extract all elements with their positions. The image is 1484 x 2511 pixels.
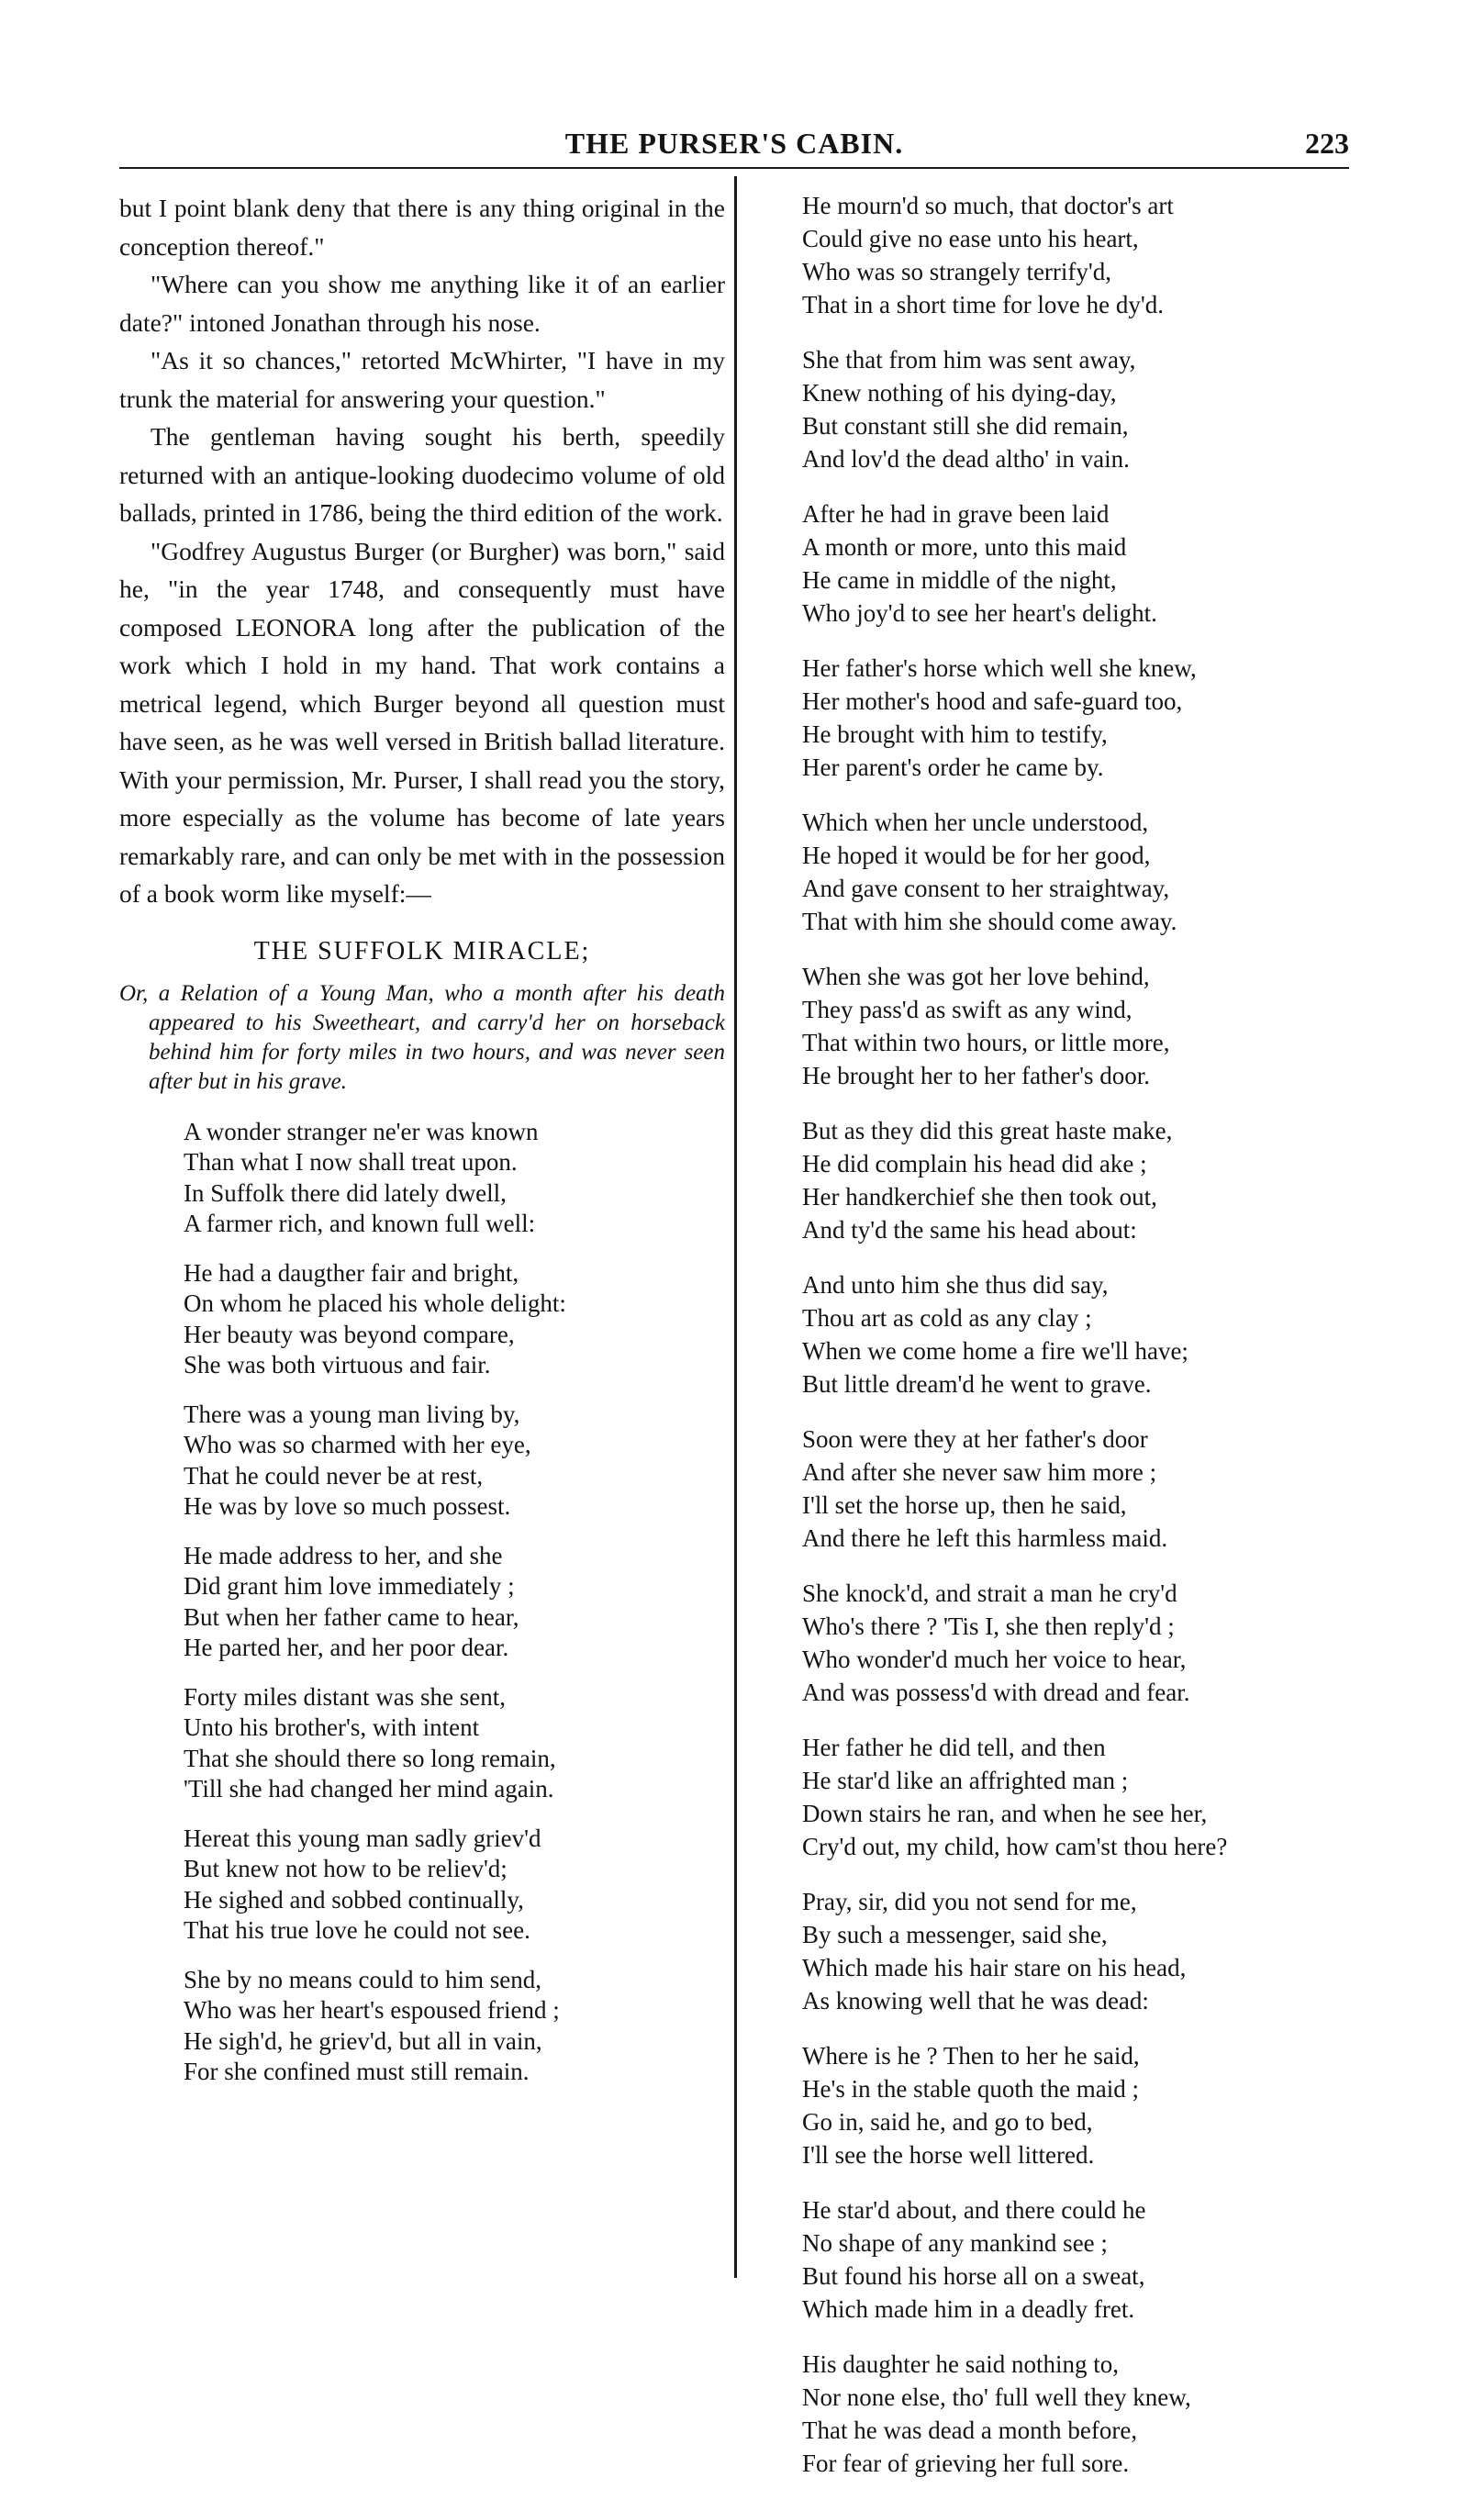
verse-line: For fear of grieving her full sore. bbox=[802, 2450, 1130, 2477]
verse-line: Who was so charmed with her eye, bbox=[184, 1431, 531, 1458]
verse-line: By such a messenger, said she, bbox=[802, 1921, 1108, 1948]
verse-line: Which when her uncle understood, bbox=[802, 809, 1149, 836]
poem-stanza bbox=[184, 1258, 725, 1381]
poem-title: THE SUFFOLK MIRACLE; bbox=[253, 936, 591, 965]
verse-line: Who joy'd to see her heart's delight. bbox=[802, 599, 1157, 627]
poem-stanza bbox=[184, 1682, 725, 1805]
poem-stanza bbox=[802, 1114, 1353, 1246]
prose-paragraph: "Godfrey Augustus Burger (or Burgher) was born," said he, "in the year 1748, and consequently must have composed LEONORA long after the publication of the work which I hold in my hand. That work contains a metrical legend, which Burger beyond all question must have seen, as he was well versed in British ballad literature. With your permission, Mr. Purser, I shall read you the story, more especially as the volume has become of late years remarkably rare, and can only be met with in the possession of a book worm like myself:— bbox=[119, 536, 725, 908]
verse-line: A farmer rich, and known full well: bbox=[184, 1210, 536, 1237]
verse-line: Her handkerchief she then took out, bbox=[802, 1183, 1157, 1211]
verse-line: He parted her, and her poor dear. bbox=[184, 1634, 509, 1661]
verse-line: He brought her to her father's door. bbox=[802, 1062, 1151, 1089]
verse-line: And lov'd the dead altho' in vain. bbox=[802, 445, 1130, 473]
verse-line: No shape of any mankind see ; bbox=[802, 2229, 1108, 2257]
verse-line: Which made his hair stare on his head, bbox=[802, 1954, 1187, 1981]
page-number: 223 bbox=[1305, 127, 1349, 160]
verse-line: She knock'd, and strait a man he cry'd bbox=[802, 1579, 1177, 1607]
poem-stanzas-left bbox=[119, 1117, 725, 2088]
verse-line: But knew not how to be reliev'd; bbox=[184, 1855, 508, 1882]
verse-line: But little dream'd he went to grave. bbox=[802, 1370, 1152, 1398]
verse-line: He star'd like an affrighted man ; bbox=[802, 1767, 1129, 1794]
verse-line: He had a daugther fair and bright, bbox=[184, 1258, 519, 1287]
poem-stanza bbox=[802, 2348, 1353, 2480]
verse-line: When we come home a fire we'll have; bbox=[802, 1337, 1188, 1365]
poem-stanza bbox=[802, 2039, 1353, 2171]
verse-line: But constant still she did remain, bbox=[802, 412, 1129, 440]
verse-line: Which made him in a deadly fret. bbox=[802, 2295, 1135, 2323]
verse-line: He star'd about, and there could he bbox=[802, 2196, 1146, 2224]
poem-stanza bbox=[184, 1117, 725, 1240]
verse-line: When she was got her love behind, bbox=[802, 963, 1150, 990]
verse-line: Her father's horse which well she knew, bbox=[802, 654, 1197, 682]
verse-line: 'Till she had changed her mind again. bbox=[184, 1775, 554, 1802]
verse-line: Her parent's order he came by. bbox=[802, 753, 1104, 781]
poem-stanza bbox=[802, 652, 1353, 784]
prose-paragraph: "As it so chances," retorted McWhirter, "I have in my trunk the material for answering your question." bbox=[119, 346, 725, 413]
poem-stanza bbox=[802, 1577, 1353, 1709]
verse-line: A wonder stranger ne'er was known bbox=[184, 1117, 539, 1145]
verse-line: Who was her heart's espoused friend ; bbox=[184, 1996, 560, 2024]
verse-line: That he could never be at rest, bbox=[184, 1461, 484, 1490]
verse-line: He's in the stable quoth the maid ; bbox=[802, 2075, 1140, 2103]
poem-stanza bbox=[802, 1268, 1353, 1401]
verse-line: That his true love he could not see. bbox=[184, 1916, 530, 1944]
verse-line: For she confined must still remain. bbox=[184, 2058, 530, 2085]
prose-paragraph: "Where can you show me anything like it of an earlier date?" intoned Jonathan through his nose. bbox=[119, 270, 725, 337]
verse-line: They pass'd as swift as any wind, bbox=[802, 996, 1133, 1023]
verse-line: Who's there ? 'Tis I, she then reply'd ; bbox=[802, 1613, 1175, 1640]
verse-line: In Suffolk there did lately dwell, bbox=[184, 1178, 507, 1207]
verse-line: Pray, sir, did you not send for me, bbox=[802, 1888, 1137, 1915]
verse-line: Forty miles distant was she sent, bbox=[184, 1682, 506, 1711]
verse-line: Her mother's hood and safe-guard too, bbox=[802, 687, 1183, 715]
verse-line: That she should there so long remain, bbox=[184, 1744, 556, 1772]
poem-stanza bbox=[802, 960, 1353, 1092]
verse-line: And was possess'd with dread and fear. bbox=[802, 1679, 1190, 1706]
poem-stanza bbox=[184, 1541, 725, 1664]
verse-line: He hoped it would be for her good, bbox=[802, 842, 1151, 869]
verse-line: That within two hours, or little more, bbox=[802, 1029, 1170, 1056]
verse-line: He mourn'd so much, that doctor's art bbox=[802, 192, 1174, 219]
verse-line: That in a short time for love he dy'd. bbox=[802, 291, 1165, 318]
verse-line: Could give no ease unto his heart, bbox=[802, 225, 1139, 252]
verse-line: And gave consent to her straightway, bbox=[802, 875, 1170, 902]
verse-line: He was by love so much possest. bbox=[184, 1492, 511, 1520]
poem-stanza bbox=[802, 2193, 1353, 2326]
verse-line: His daughter he said nothing to, bbox=[802, 2350, 1119, 2378]
verse-line: Her beauty was beyond compare, bbox=[184, 1320, 515, 1348]
poem-stanza bbox=[802, 343, 1353, 475]
verse-line: But as they did this great haste make, bbox=[802, 1117, 1173, 1144]
verse-line: And unto him she thus did say, bbox=[802, 1271, 1109, 1299]
verse-line: Nor none else, tho' full well they knew, bbox=[802, 2383, 1191, 2411]
poem-stanza bbox=[802, 189, 1353, 321]
verse-line: Cry'd out, my child, how cam'st thou here? bbox=[802, 1833, 1228, 1860]
poem-stanza bbox=[802, 1885, 1353, 2017]
verse-line: He sighed and sobbed continually, bbox=[184, 1885, 524, 1914]
verse-line: Hereat this young man sadly griev'd bbox=[184, 1824, 541, 1852]
verse-line: Who wonder'd much her voice to hear, bbox=[802, 1646, 1187, 1673]
verse-line: And there he left this harmless maid. bbox=[802, 1524, 1168, 1552]
verse-line: Soon were they at her father's door bbox=[802, 1425, 1148, 1453]
verse-line: Go in, said he, and go to bed, bbox=[802, 2108, 1093, 2136]
verse-line: Where is he ? Then to her he said, bbox=[802, 2042, 1140, 2070]
poem-stanza bbox=[802, 806, 1353, 938]
verse-line: On whom he placed his whole delight: bbox=[184, 1289, 566, 1317]
poem-stanza bbox=[184, 1965, 725, 2088]
column-divider bbox=[734, 176, 737, 2278]
verse-line: Did grant him love immediately ; bbox=[184, 1572, 515, 1600]
right-column bbox=[802, 189, 1353, 2502]
poem-stanza bbox=[802, 1731, 1353, 1863]
verse-line: That with him she should come away. bbox=[802, 908, 1177, 935]
verse-line: Down stairs he ran, and when he see her, bbox=[802, 1800, 1208, 1827]
verse-line: Than what I now shall treat upon. bbox=[184, 1148, 518, 1176]
verse-line: I'll see the horse well littered. bbox=[802, 2141, 1095, 2169]
prose-paragraph: The gentleman having sought his berth, speedily returned with an antique-looking duodecimo volume of old ballads, printed in 1786, being the third edition of the work. bbox=[119, 422, 725, 527]
verse-line: And after she never saw him more ; bbox=[802, 1458, 1157, 1486]
verse-line: Knew nothing of his dying-day, bbox=[802, 379, 1117, 407]
verse-line: And ty'd the same his head about: bbox=[802, 1216, 1137, 1244]
running-title: THE PURSER'S CABIN. bbox=[564, 127, 904, 160]
verse-line: As knowing well that he was dead: bbox=[802, 1987, 1149, 2014]
poem-stanza bbox=[184, 1400, 725, 1523]
verse-line: There was a young man living by, bbox=[184, 1400, 520, 1428]
verse-line: A month or more, unto this maid bbox=[802, 533, 1127, 561]
verse-line: Her father he did tell, and then bbox=[802, 1734, 1106, 1761]
verse-line: That he was dead a month before, bbox=[802, 2416, 1138, 2444]
verse-line: Who was so strangely terrify'd, bbox=[802, 258, 1112, 285]
verse-line: Thou art as cold as any clay ; bbox=[802, 1304, 1092, 1332]
verse-line: Unto his brother's, with intent bbox=[184, 1713, 480, 1741]
verse-line: He sigh'd, he griev'd, but all in vain, bbox=[184, 2026, 542, 2055]
poem-stanza bbox=[802, 497, 1353, 630]
poem-stanza bbox=[802, 1423, 1353, 1555]
page-header bbox=[119, 116, 1349, 169]
prose-paragraph: but I point blank deny that there is any thing original in the conception thereof." bbox=[119, 194, 725, 261]
verse-line: He came in middle of the night, bbox=[802, 566, 1117, 594]
verse-line: After he had in grave been laid bbox=[802, 500, 1110, 528]
verse-line: She that from him was sent away, bbox=[802, 346, 1136, 374]
verse-line: He did complain his head did ake ; bbox=[802, 1150, 1147, 1177]
verse-line: I'll set the horse up, then he said, bbox=[802, 1491, 1127, 1519]
verse-line: She by no means could to him send, bbox=[184, 1965, 541, 1993]
verse-line: He brought with him to testify, bbox=[802, 720, 1108, 748]
verse-line: But when her father came to hear, bbox=[184, 1602, 519, 1631]
verse-line: He made address to her, and she bbox=[184, 1541, 503, 1569]
verse-line: She was both virtuous and fair. bbox=[184, 1351, 491, 1378]
verse-line: But found his horse all on a sweat, bbox=[802, 2262, 1145, 2290]
poem-stanzas-right bbox=[802, 189, 1353, 2480]
poem-subtitle: Or, a Relation of a Young Man, who a month after his death appeared to his Sweetheart, and carry'd her on horseback behind him for forty miles in two hours, and was never seen after but in his grave. bbox=[119, 980, 725, 1094]
poem-stanza bbox=[184, 1824, 725, 1947]
left-column bbox=[119, 189, 725, 2106]
